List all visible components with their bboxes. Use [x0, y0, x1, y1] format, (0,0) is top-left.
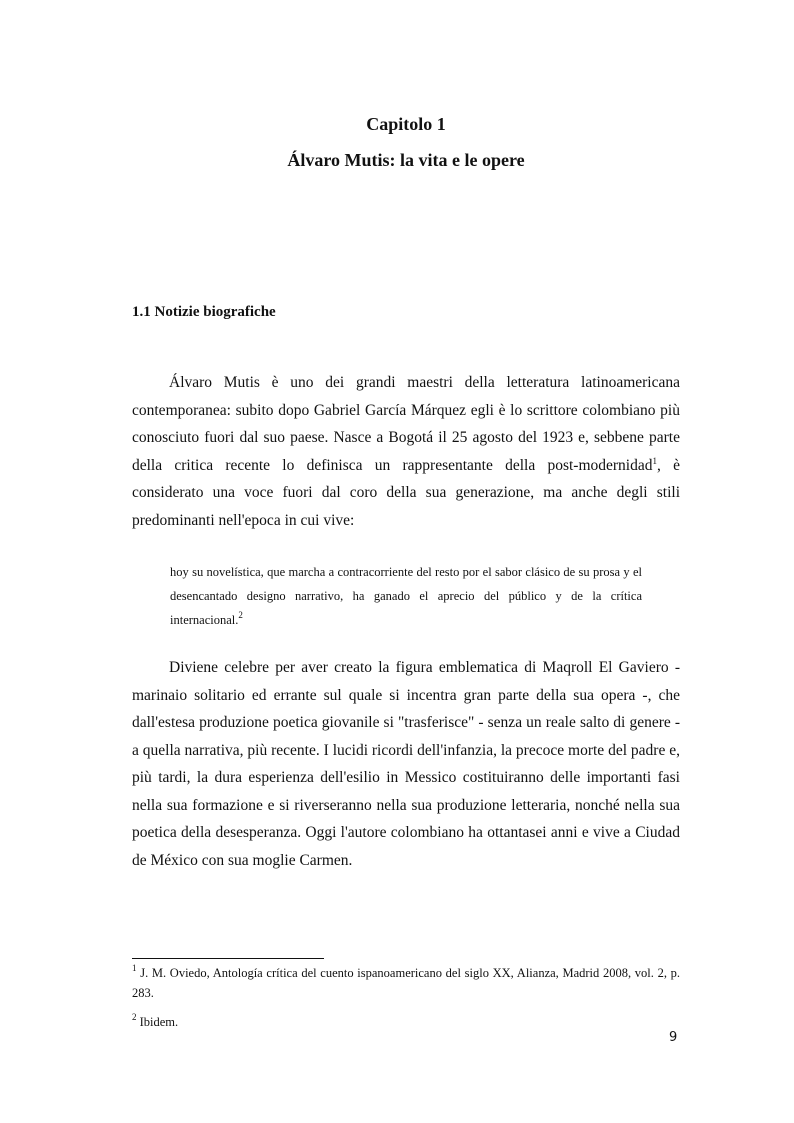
footnote-number: 1	[132, 963, 137, 973]
footnote-reference: 2	[238, 610, 243, 620]
quote-text: hoy su novelística, que marcha a contracorriente del resto por el sabor clásico de su prosa y el desencantado designo narrativo, ha ganado el aprecio del público y de la crítica internacional.	[170, 565, 642, 627]
page-number: 9	[669, 1030, 678, 1045]
section-heading: 1.1 Notizie biografiche	[132, 304, 276, 320]
paragraph-text: Álvaro Mutis è uno dei grandi maestri della letteratura latinoamericana contemporanea: subito dopo Gabriel García Márquez egli è lo scrittore colombiano più conosciuto fuori dal suo paese. Nasce a Bogotá il 25 agosto del 1923 e, sebbene parte della critica recente lo definisca un rappresentante della post-modernidad	[132, 374, 680, 474]
footnote	[132, 1012, 680, 1032]
paragraph-text: , è considerato una voce fuori dal coro della sua generazione, ma anche degli stili predominanti nell'epoca in cui vive:	[132, 456, 680, 529]
footnote-number: 2	[132, 1012, 137, 1022]
paragraph-text: Diviene celebre per aver creato la figura emblematica di Maqroll El Gaviero - marinaio solitario ed errante sul quale si incentra gran parte della sua opera -, che dall'estesa produzione poetica giovanile si "trasferisce" - senza un reale salto di genere - a quella narrativa, più recente. I lucidi ricordi dell'infanzia, la precoce morte del padre e, più tardi, la dura esperienza dell'esilio in Messico costituiranno delle importanti fasi nella sua formazione e si riverseranno nella sua produzione letteraria, nonché nella sua poetica della desesperanza. Oggi l'autore colombiano ha ottantasei anni e vive a Ciudad de México con sua moglie Carmen.	[132, 659, 680, 869]
footnote-separator	[132, 958, 324, 959]
body-paragraph	[132, 654, 680, 874]
footnote	[132, 963, 680, 1003]
footnote-text: Ibidem.	[139, 1015, 179, 1029]
block-quote	[170, 560, 642, 632]
chapter-label: Capitolo 1	[366, 114, 446, 134]
body-paragraph	[132, 369, 680, 534]
chapter-title: Álvaro Mutis: la vita e le opere	[287, 150, 525, 170]
footnote-text: J. M. Oviedo, Antología crítica del cuento ispanoamericano del siglo XX, Alianza, Madrid 2008, vol. 2, p. 283.	[132, 966, 681, 1000]
footnote-reference: 1	[652, 455, 657, 466]
